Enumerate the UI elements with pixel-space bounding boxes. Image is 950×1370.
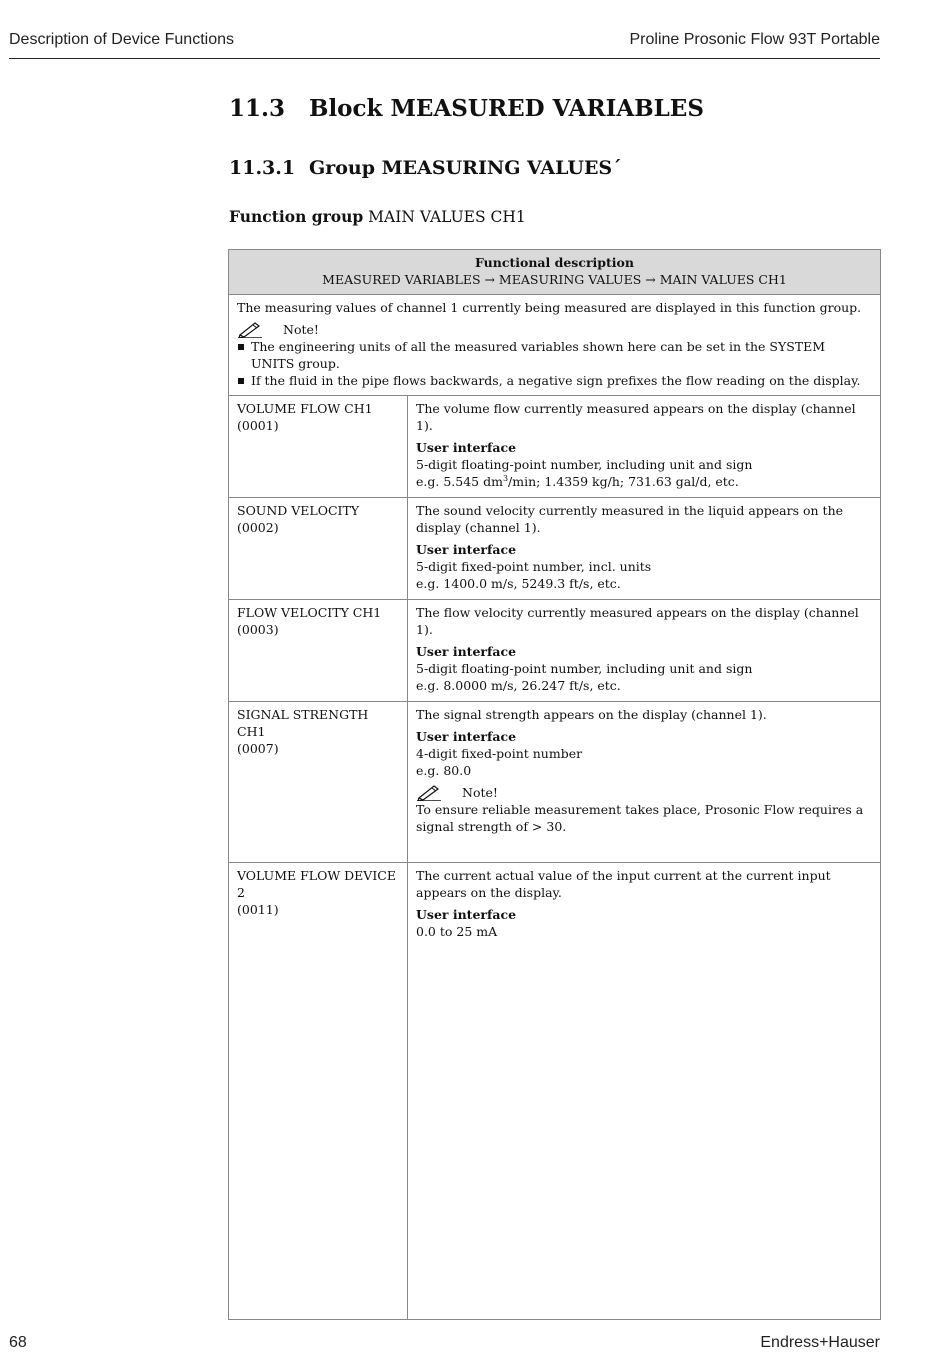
function-group-name: MAIN VALUES CH1 — [368, 208, 526, 226]
row-note — [416, 784, 872, 801]
function-name-cell — [229, 498, 408, 600]
user-interface-label: User interface — [416, 907, 517, 922]
function-desc: The current actual value of the input current at the current input appears on the display. — [416, 868, 831, 900]
function-name-cell — [229, 600, 408, 702]
function-desc: The flow velocity currently measured appears on the display (channel 1). — [416, 605, 859, 637]
section-number: 11.3 — [229, 95, 286, 122]
pencil-note-icon — [237, 321, 263, 338]
page-number: 68 — [9, 1334, 27, 1351]
user-interface-line: 4-digit fixed-point number — [416, 746, 583, 761]
function-table — [228, 249, 881, 1320]
table-intro-row — [229, 295, 881, 396]
table-intro-cell — [229, 295, 881, 396]
function-name: SOUND VELOCITY — [237, 503, 360, 518]
user-interface-line: 5-digit floating-point number, including unit and sign — [416, 457, 753, 472]
table-row — [229, 863, 881, 1320]
user-interface-line: 0.0 to 25 mA — [416, 924, 498, 939]
table-header-row — [229, 250, 881, 295]
table-row — [229, 498, 881, 600]
function-name: SIGNAL STRENGTH CH1 — [237, 707, 369, 739]
function-code: (0001) — [237, 418, 279, 433]
intro-bullet: If the fluid in the pipe flows backwards, a negative sign prefixes the flow reading on the display. — [237, 372, 872, 389]
running-header-left: Description of Device Functions — [9, 31, 234, 48]
intro-note — [237, 321, 872, 338]
subsection-title: Group MEASURING VALUES´ — [309, 157, 622, 179]
function-group-heading — [229, 207, 526, 226]
function-code: (0011) — [237, 902, 279, 917]
section-heading — [229, 95, 704, 122]
function-name: VOLUME FLOW DEVICE 2 — [237, 868, 396, 900]
subsection-number: 11.3.1 — [229, 157, 296, 179]
example-part: /min; 1.4359 kg/h; 731.63 gal/d, etc. — [508, 474, 739, 489]
row-note-label: Note! — [462, 785, 498, 800]
example-part: e.g. 5.545 dm — [416, 474, 503, 489]
table-row — [229, 702, 881, 863]
function-desc-cell — [408, 702, 881, 863]
user-interface-label: User interface — [416, 644, 517, 659]
row-note-text: To ensure reliable measurement takes place, Prosonic Flow requires a signal strength of > 30. — [416, 802, 864, 834]
user-interface-label: User interface — [416, 729, 517, 744]
function-code: (0003) — [237, 622, 279, 637]
table-header-title: Functional description — [475, 255, 634, 270]
function-code: (0007) — [237, 741, 279, 756]
intro-bullet: The engineering units of all the measured variables shown here can be set in the SYSTEM UNITS group. — [237, 338, 872, 372]
function-group-prefix: Function group — [229, 207, 364, 226]
function-desc: The volume flow currently measured appears on the display (channel 1). — [416, 401, 856, 433]
function-desc-cell — [408, 498, 881, 600]
table-row — [229, 600, 881, 702]
function-desc-cell — [408, 863, 881, 1320]
function-code: (0002) — [237, 520, 279, 535]
user-interface-example: e.g. 80.0 — [416, 763, 472, 778]
footer-brand: Endress+Hauser — [760, 1334, 880, 1351]
intro-bullet-list — [237, 338, 872, 389]
function-name: VOLUME FLOW CH1 — [237, 401, 373, 416]
function-name: FLOW VELOCITY CH1 — [237, 605, 382, 620]
intro-note-label: Note! — [283, 322, 319, 337]
section-title: Block MEASURED VARIABLES — [309, 95, 704, 122]
table-path: MEASURED VARIABLES → MEASURING VALUES → MAIN VALUES CH1 — [322, 272, 787, 287]
example-superscript: 3 — [502, 473, 509, 483]
function-name-cell — [229, 396, 408, 498]
user-interface-line: 5-digit floating-point number, including unit and sign — [416, 661, 753, 676]
user-interface-label: User interface — [416, 542, 517, 557]
pencil-note-icon — [416, 784, 442, 801]
function-name-cell — [229, 702, 408, 863]
user-interface-example: e.g. 1400.0 m/s, 5249.3 ft/s, etc. — [416, 576, 621, 591]
header-rule — [9, 58, 880, 59]
function-desc-cell — [408, 396, 881, 498]
intro-text: The measuring values of channel 1 currently being measured are displayed in this function group. — [237, 300, 862, 315]
function-desc: The signal strength appears on the display (channel 1). — [416, 707, 767, 722]
user-interface-label: User interface — [416, 440, 517, 455]
user-interface-example — [416, 473, 872, 490]
function-desc: The sound velocity currently measured in the liquid appears on the display (channel 1). — [416, 503, 844, 535]
user-interface-line: 5-digit fixed-point number, incl. units — [416, 559, 652, 574]
subsection-heading — [229, 157, 622, 179]
table-header-cell — [229, 250, 881, 295]
function-desc-cell — [408, 600, 881, 702]
table-row — [229, 396, 881, 498]
user-interface-example: e.g. 8.0000 m/s, 26.247 ft/s, etc. — [416, 678, 621, 693]
running-header-right: Proline Prosonic Flow 93T Portable — [629, 31, 880, 48]
function-name-cell — [229, 863, 408, 1320]
